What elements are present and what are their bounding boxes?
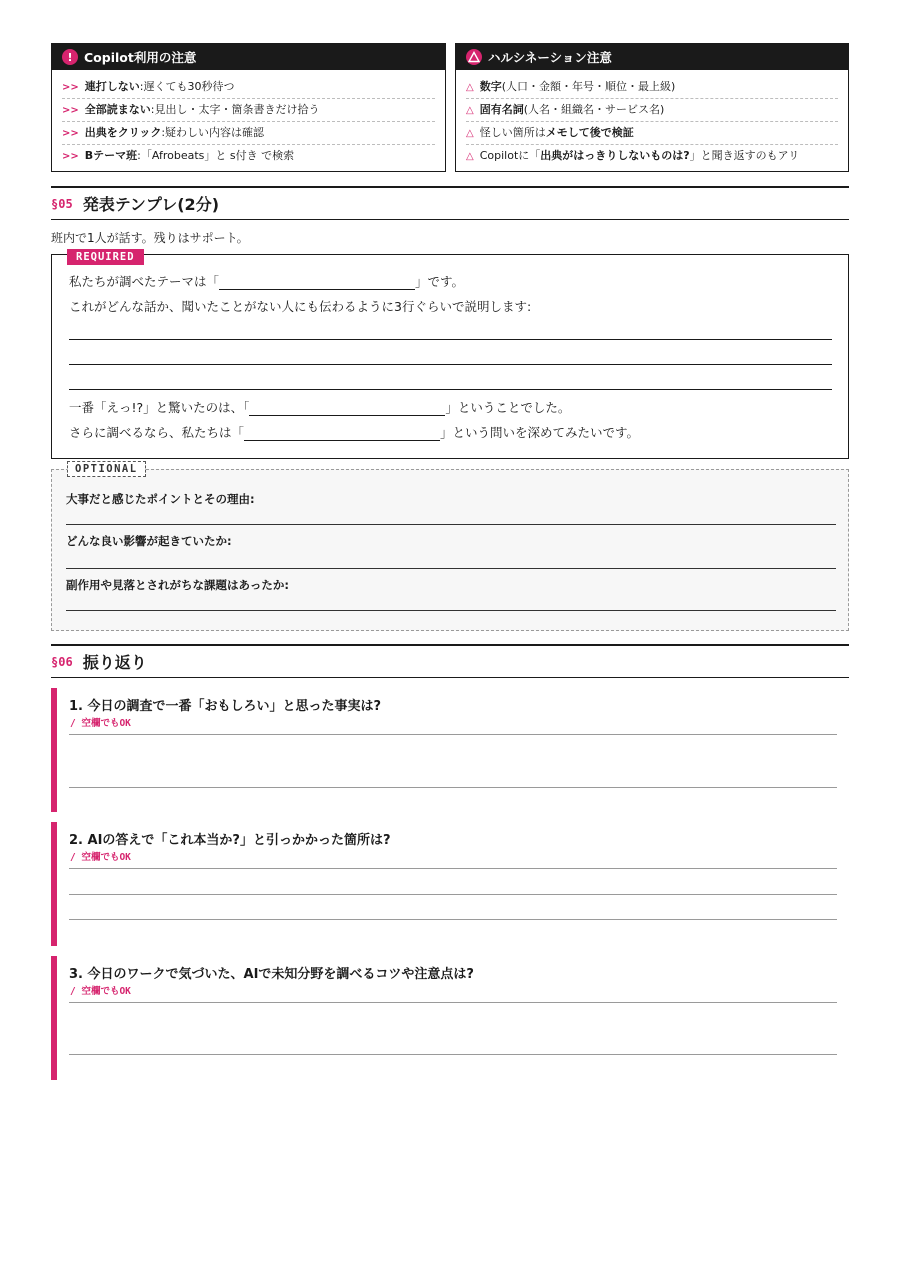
item-bold: Bテーマ班 xyxy=(84,149,138,162)
list-item xyxy=(466,122,838,145)
writing-line[interactable] xyxy=(69,787,837,788)
reflection-question: 2. AIの答えで「これ本当か?」と引っかかった箇所は? xyxy=(69,833,391,848)
section-number: §06 xyxy=(51,654,73,669)
item-text: :「Afrobeats」と s付き で検索 xyxy=(137,149,295,162)
copilot-notice-box xyxy=(51,43,446,172)
list-item xyxy=(62,145,435,168)
optional-question: 大事だと感じたポイントとその理由: xyxy=(66,492,255,506)
writing-line[interactable] xyxy=(69,868,837,869)
line-text: 私たちが調べたテーマは「 xyxy=(69,274,220,289)
triangle-mark: △ xyxy=(466,105,474,116)
optional-box xyxy=(51,463,849,631)
line-text: 一番「えっ!?」と驚いたのは、「 xyxy=(69,400,250,415)
item-bold: 出典がはっきりしないものは? xyxy=(540,149,690,162)
writing-line[interactable] xyxy=(69,919,837,920)
theme-blank[interactable] xyxy=(219,276,415,290)
item-text: :遅くても30秒待つ xyxy=(139,80,235,93)
writing-line[interactable] xyxy=(69,734,837,735)
arrow-mark: >> xyxy=(62,151,79,162)
item-bold: 全部読まない xyxy=(84,103,151,116)
list-item xyxy=(62,76,435,99)
arrow-mark: >> xyxy=(62,82,79,93)
optional-question: 副作用や見落とされがちな課題はあったか: xyxy=(66,578,289,592)
reflection-card xyxy=(51,822,849,946)
item-bold: 出典をクリック xyxy=(84,126,162,139)
section-title: 発表テンプレ(2分) xyxy=(82,195,220,214)
triangle-mark: △ xyxy=(466,151,474,162)
optional-question: どんな良い影響が起きていたか: xyxy=(66,534,232,548)
item-pre: 怪しい箇所は xyxy=(479,126,546,139)
reflection-card xyxy=(51,688,849,812)
list-item xyxy=(466,145,838,168)
item-bold: 数字 xyxy=(479,80,502,93)
hallucination-notice-title: ハルシネーション注意 xyxy=(488,50,612,65)
copilot-notice-title: Copilot利用の注意 xyxy=(84,50,197,65)
item-post: 」と聞き返すのもアリ xyxy=(689,149,800,162)
hallucination-notice-box xyxy=(455,43,849,172)
surprise-blank[interactable] xyxy=(249,402,445,416)
section-note: 班内で1人が話す。残りはサポート。 xyxy=(51,231,249,245)
writing-line[interactable] xyxy=(69,364,832,365)
item-bold: 固有名詞 xyxy=(479,103,524,116)
reflection-hint: / 空欄でもOK xyxy=(70,718,131,729)
reflection-question: 1. 今日の調査で一番「おもしろい」と思った事実は? xyxy=(69,699,382,714)
hallucination-notice-header xyxy=(456,44,848,70)
triangle-mark: △ xyxy=(466,128,474,139)
reflection-hint: / 空欄でもOK xyxy=(70,986,131,997)
warning-triangle-icon xyxy=(466,49,482,65)
list-item xyxy=(62,122,435,145)
writing-line[interactable] xyxy=(69,1002,837,1003)
line-text: 」です。 xyxy=(415,274,465,289)
optional-tag: OPTIONAL xyxy=(67,461,146,477)
line-text: さらに調べるなら、私たちは「 xyxy=(69,425,245,440)
list-item xyxy=(466,76,838,99)
writing-line[interactable] xyxy=(66,524,836,525)
question-blank[interactable] xyxy=(244,427,440,441)
writing-line[interactable] xyxy=(69,1054,837,1055)
item-text: :疑わしい内容は確認 xyxy=(161,126,265,139)
reflection-question: 3. 今日のワークで気づいた、AIで未知分野を調べるコツや注意点は? xyxy=(69,967,474,982)
required-tag: REQUIRED xyxy=(67,249,144,265)
list-item xyxy=(466,99,838,122)
reflection-hint: / 空欄でもOK xyxy=(70,852,131,863)
item-bold: 連打しない xyxy=(84,80,140,93)
line-text: 」という問いを深めてみたいです。 xyxy=(440,425,640,440)
writing-line[interactable] xyxy=(66,610,836,611)
writing-line[interactable] xyxy=(66,568,836,569)
triangle-mark: △ xyxy=(466,82,474,93)
item-bold: メモして後で検証 xyxy=(545,126,634,139)
hallucination-notice-list xyxy=(456,70,848,168)
section-05-header xyxy=(51,186,849,220)
exclamation-icon: ! xyxy=(62,49,78,65)
arrow-mark: >> xyxy=(62,128,79,139)
section-number: §05 xyxy=(51,196,73,211)
item-post: (人口・金額・年号・順位・最上級) xyxy=(501,80,676,93)
template-line-theme xyxy=(69,272,464,290)
arrow-mark: >> xyxy=(62,105,79,116)
section-06-header xyxy=(51,644,849,678)
template-line-explain: これがどんな話か、聞いたことがない人にも伝わるように3行ぐらいで説明します: xyxy=(69,299,532,314)
reflection-card xyxy=(51,956,849,1080)
item-text: :見出し・太字・箇条書きだけ拾う xyxy=(150,103,320,116)
template-line-surprise xyxy=(69,398,570,416)
writing-line[interactable] xyxy=(69,389,832,390)
list-item xyxy=(62,99,435,122)
writing-line[interactable] xyxy=(69,894,837,895)
section-title: 振り返り xyxy=(82,653,147,672)
writing-line[interactable] xyxy=(69,339,832,340)
copilot-notice-list xyxy=(52,70,445,168)
template-line-question xyxy=(69,423,639,441)
item-pre: Copilotに「 xyxy=(479,149,541,162)
line-text: 」ということでした。 xyxy=(445,400,571,415)
required-template-box xyxy=(51,251,849,459)
copilot-notice-header xyxy=(52,44,445,70)
item-post: (人名・組織名・サービス名) xyxy=(523,103,665,116)
